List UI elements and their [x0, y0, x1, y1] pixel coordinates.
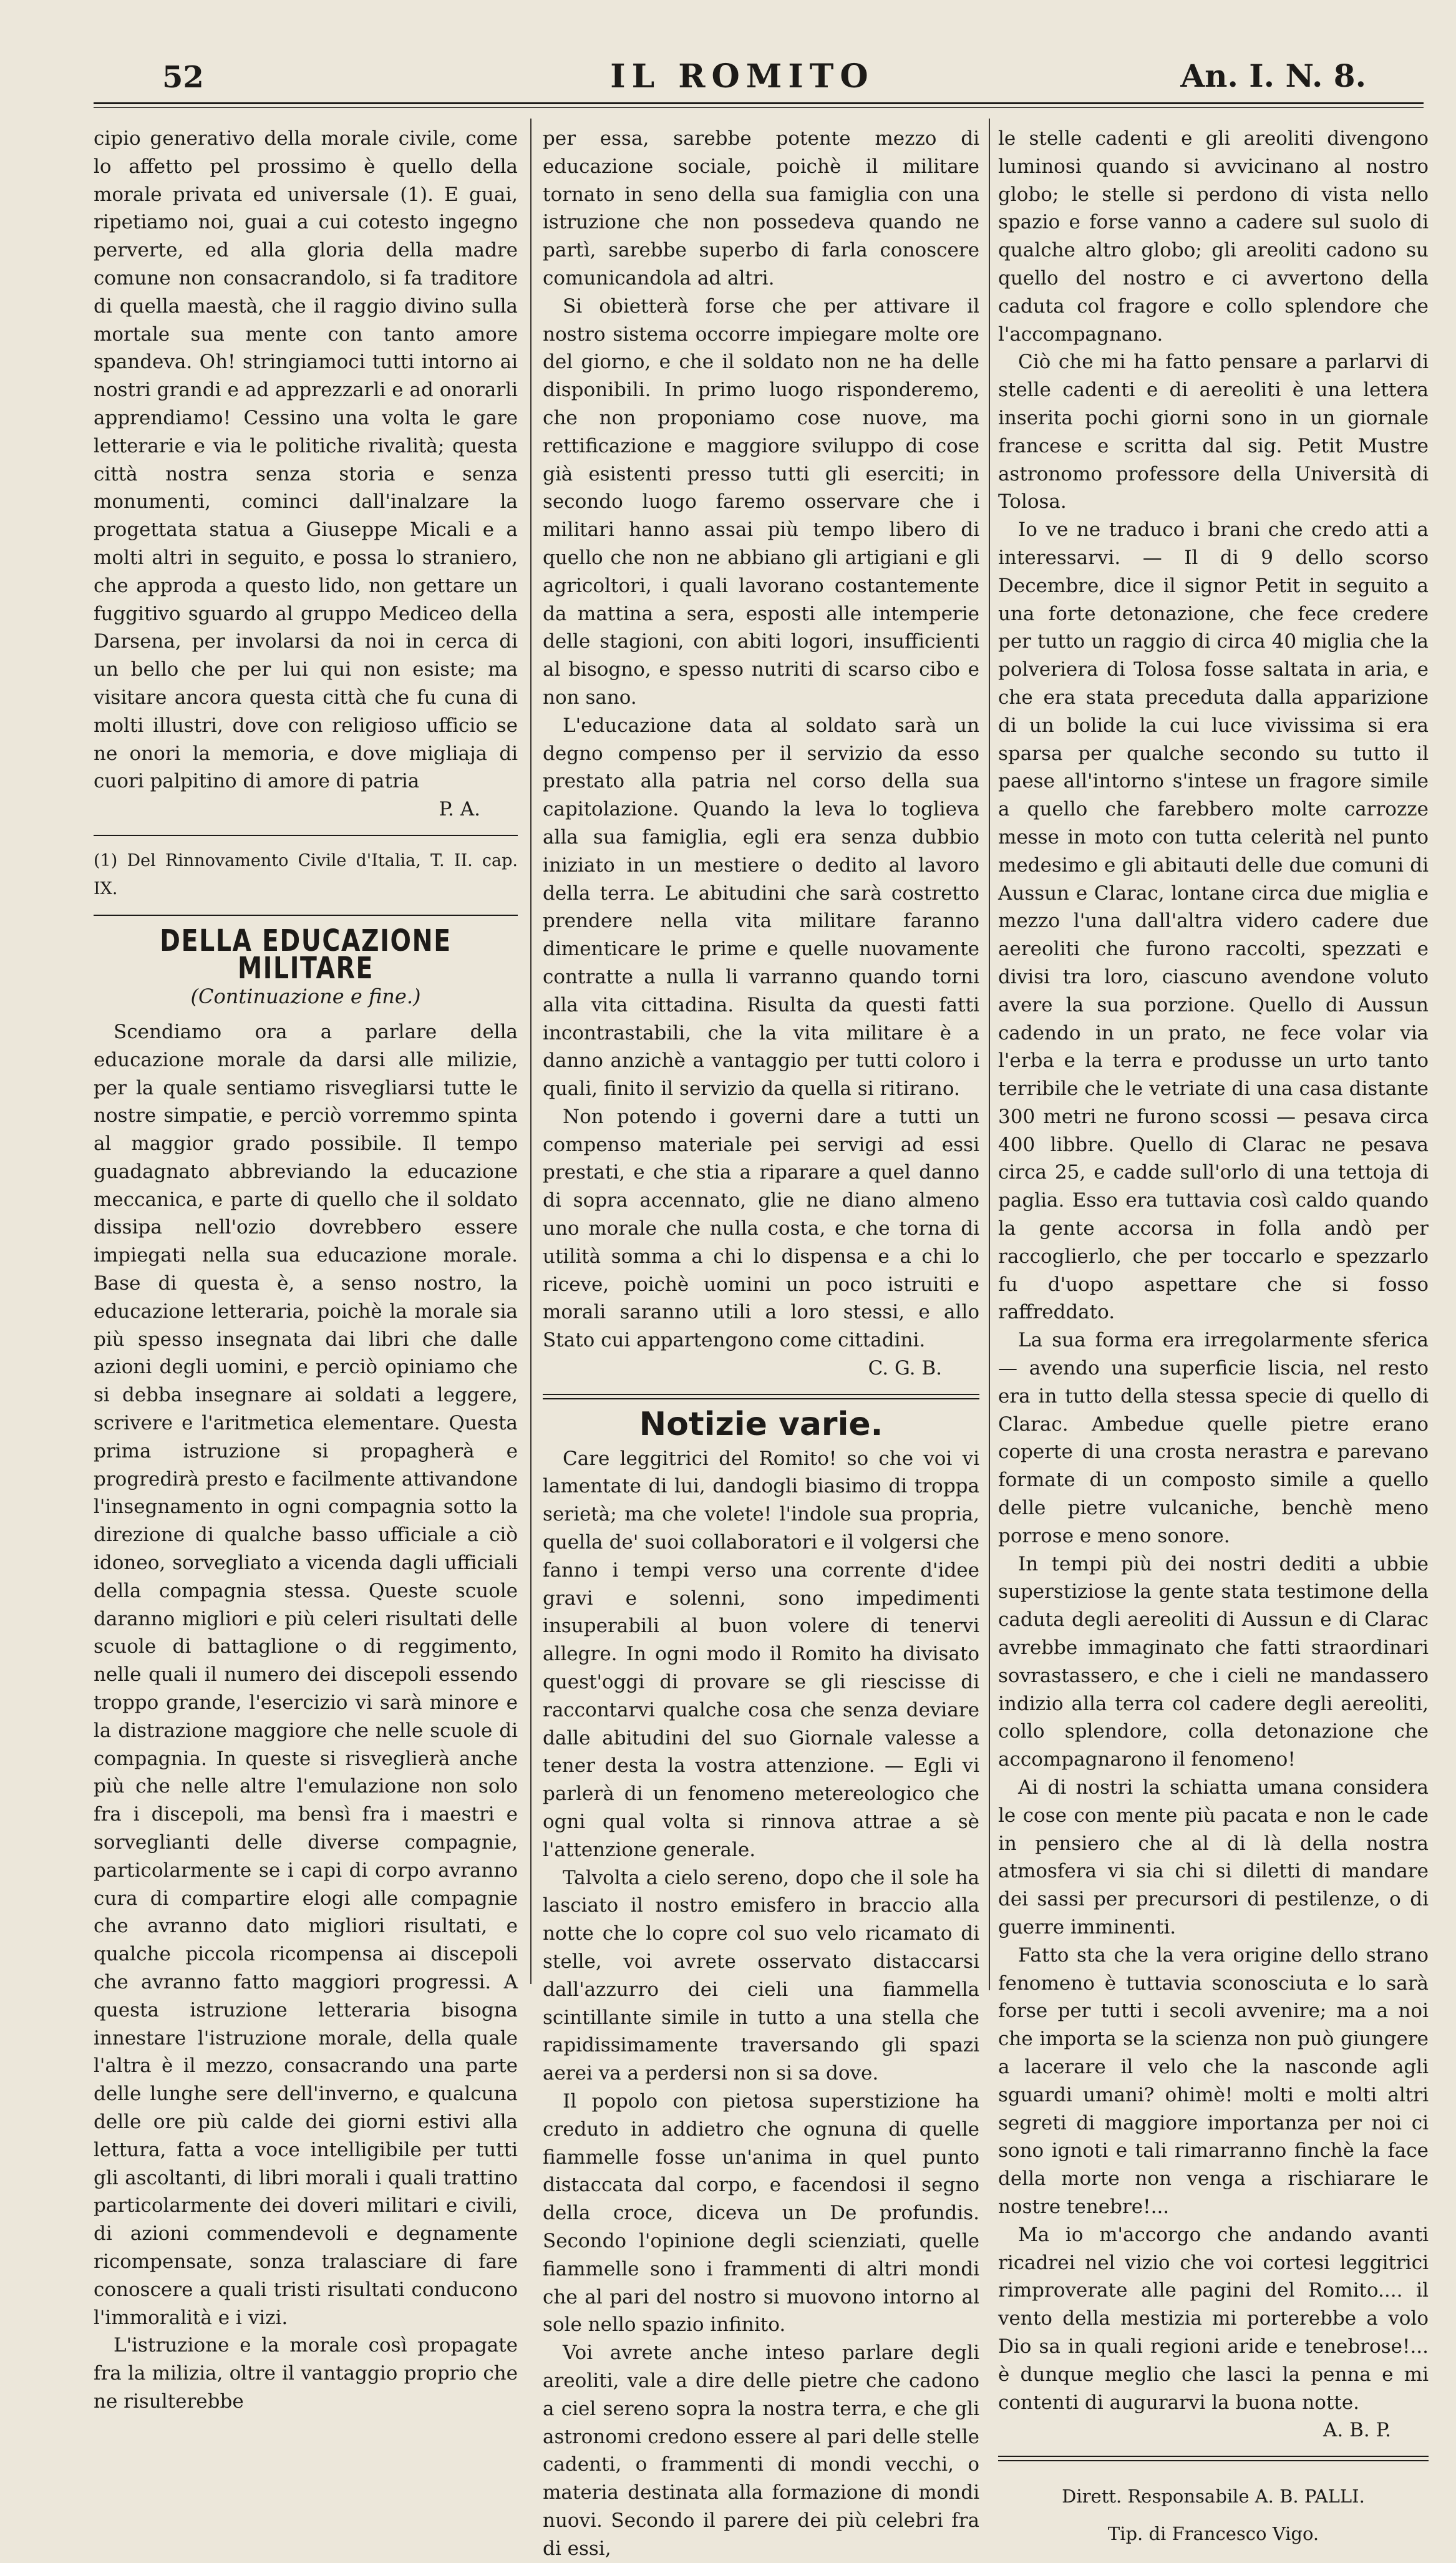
paragraph: cipio generativo della morale civile, come lo affetto pel prossimo è quello della morale privata ed universale (1). E guai, ripetiamo noi, guai a cui cotesto ingegno perverte, ed alla gloria della madre comune non consacrandolo, si fa traditore di quella maestà, che il raggio divino sulla mortale sua mente con tanto amore spandeva. Oh! stringiamoci tutti intorno ai nostri grandi e ad apprezzarli e ad onorarli apprendiamo! Cessino una volta le gare letterarie e via le politiche rivalità; questa città nostra senza storia e senza monumenti, cominci dall'inalzare la progettata statua a Giuseppe Micali e a molti altri in seguito, e possa lo straniero, che approda a questo lido, non gettare un fuggitivo sguardo al gruppo Mediceo della Darsena, per involarsi da noi in cerca di un bello che per lui qui non esiste; ma visitare ancora questa città che fu cuna di molti illustri, dove con religioso ufficio se ne onori la memoria, e dove migliaja di cuori palpitino di amore di patria	[94, 127, 518, 793]
divider	[94, 915, 518, 916]
page-number: 52	[162, 60, 204, 95]
article-subtitle: (Continuazione e fine.)	[190, 985, 421, 1009]
responsible-director: Dirett. Responsabile A. B. PALLI.	[1062, 2486, 1365, 2507]
column-divider-2	[989, 119, 990, 1990]
column-2	[543, 125, 979, 2563]
issue-number: An. I. N. 8.	[1180, 57, 1366, 94]
paragraph: In tempi più dei nostri dediti a ubbie superstiziose la gente stata testimone della caduta degli aereoliti di Aussun e di Clarac avrebbe immaginato che fatti straordinari sovrastassero, e che i cieli ne mandassero indizio alla terra col cadere degli aereoliti, collo splendore, colla detonazione che accompagnarono il fenomeno!	[998, 1552, 1429, 1771]
paragraph: Ma io m'accorgo che andando avanti ricadrei nel vizio che voi cortesi leggitrici rimproverate alle pagini del Romito.... il vento della mestizia mi porterebbe a volo Dio sa in quali regioni aride e tenebrose!... è dunque meglio che lasci la penna e mi contenti di augurarvi la buona notte.	[998, 2223, 1429, 2414]
masthead-title: IL ROMITO	[610, 57, 875, 95]
paragraph: Voi avrete anche inteso parlare degli areoliti, vale a dire delle pietre che cadono a ciel sereno sopra la nostra terra, e che gli astronomi credono essere al pari delle stelle cadenti, o frammenti di mondi vecchi, o materia destinata alla formazione di mondi nuovi. Secondo il parere dei più celebri fra di essi,	[543, 2342, 979, 2560]
paragraph: per essa, sarebbe potente mezzo di educazione sociale, poichè il militare tornato in seno della sua famiglia con una istruzione che non possedeva quando ne partì, sarebbe superbo di farla conoscere comunicandola ad altri.	[543, 127, 979, 289]
column-divider-1	[530, 119, 531, 1984]
paragraph: Care leggitrici del Romito! so che voi vi lamentate di lui, dandogli biasimo di troppa serietà; ma che volete! l'indole sua propria, quella de' suoi collaboratori e il volgersi che fanno i tempi verso una corrente d'idee gravi e solenni, sono impedimenti insuperabili al buon volere di tenervi allegre. In ogni modo il Romito ha divisato quest'oggi di provare se gli riescisse di raccontarvi qualche cosa che senza deviare dalle abitudini del suo Giornale valesse a tener desta la vostra attenzione. — Egli vi parlerà di un fenomeno metereologico che ogni qual volta si rinnova attrae a sè l'attenzione generale.	[543, 1447, 979, 1861]
column-3	[998, 125, 1429, 2552]
printer: Tip. di Francesco Vigo.	[1107, 2523, 1319, 2545]
paragraph: Ai di nostri la schiatta umana considera le cose con mente più pacata e non le cade in pensiero che al di là della nostra atmosfera vi sia chi si diletti di mandare dei sassi per precursori di pestilenze, o di guerre imminenti.	[998, 1776, 1429, 1938]
divider	[94, 835, 518, 836]
article-title: DELLA EDUCAZIONE MILITARE	[160, 923, 452, 986]
paragraph: La sua forma era irregolarmente sferica — avendo una superficie liscia, nel resto era in tutto della stessa specie di quello di Clarac. Ambedue quelle pietre erano coperte di una crosta nerastra e parevano formate di un composto simile a quello delle pietre vulcaniche, benchè meno porrose e meno sonore.	[998, 1329, 1429, 1547]
header-rule-thin	[94, 107, 1424, 108]
paragraph: L'istruzione e la morale così propagate fra la milizia, oltre il vantaggio proprio che ne risulterebbe	[94, 2334, 518, 2413]
paragraph: Non potendo i governi dare a tutti un compenso materiale pei servigi ad essi prestati, e che stia a riparare a quel danno di sopra accennato, glie ne diano almeno uno morale che nulla costa, e che torna di utilità somma a chi lo dispensa e a chi lo riceve, poichè uomini un poco istruiti e morali saranno utili a loro stessi, e allo Stato cui appartengono come cittadini.	[543, 1105, 979, 1352]
paragraph: Talvolta a cielo sereno, dopo che il sole ha lasciato il nostro emisfero in braccio alla notte che lo copre col suo velo ricamato di stelle, voi avrete osservato distaccarsi dall'azzurro dei cieli una fiammella scintillante simile in tutto a una stella che rapidissimamente traversando gli spazi aerei va a perdersi non si sa dove.	[543, 1866, 979, 2085]
paragraph: le stelle cadenti e gli areoliti divengono luminosi quando si avvicinano al nostro globo; le stelle si perdono di vista nello spazio e forse vanno a cadere sul suolo di qualche altro globo; gli areoliti cadono su quello del nostro e ci avvertono della caduta col fragore e collo splendore che l'accompagnano.	[998, 127, 1429, 346]
header-rule	[94, 102, 1424, 104]
paragraph: Si obietterà forse che per attivare il nostro sistema occorre impiegare molte ore del giorno, e che il soldato non ne ha delle disponibili. In primo luogo risponderemo, che non proponiamo cose nuove, ma rettificazione e maggiore sviluppo di cose già esistenti presso tutti gli eserciti; in secondo luogo faremo osservare che i militari hanno assai più tempo libero di quello che non ne abbiano gli artigiani e gli agricoltori, i quali lavorano costantemente da mattina a sera, esposti alle intemperie delle stagioni, con abiti logori, insufficienti al bisogno, e spesso nutriti di scarso cibo e non sano.	[543, 294, 979, 709]
paragraph: L'educazione data al soldato sarà un degno compenso per il servizio da esso prestato alla patria nel corso della sua capitolazione. Quando la leva lo toglieva alla sua famiglia, egli era senza dubbio iniziato in un mestiere o dedito al lavoro della terra. Le abitudini che sarà costretto prendere nella vita militare faranno dimenticare le prime e quelle nuovamente contratte a nulla li varranno quando torni alla vita cittadina. Risulta da questi fatti incontrastabili, che la vita militare è a danno anzichè a vantaggio per tutti coloro i quali, finito il servizio da quella si ritirano.	[543, 714, 979, 1101]
section-title: Notizie varie.	[639, 1405, 883, 1443]
column-1	[94, 125, 518, 2416]
imprint-divider	[998, 2456, 1429, 2461]
paragraph: Scendiamo ora a parlare della educazione morale da darsi alle milizie, per la quale sentiamo risvegliarsi tutte le nostre simpatie, e perciò vorremmo spinta al maggior grado possibile. Il tempo guadagnato abbreviando la educazione meccanica, e parte di quello che il soldato dissipa nell'ozio dovrebbero essere impiegati nella sua educazione morale. Base di questa è, a senso nostro, la educazione letteraria, poichè la morale sia più spesso insegnata dai libri che dalle azioni degli uomini, e perciò opiniamo che si debba insegnare ai soldati a leggere, scrivere e l'aritmetica elementare. Questa prima istruzione si propagherà e progredirà presto e facilmente attivandone l'insegnamento in ogni compagnia sotto la direzione di qualche basso ufficiale a ciò idoneo, sorvegliato a vicenda dagli ufficiali della compagnia stessa. Queste scuole daranno migliori e più celeri risultati delle scuole di battaglione o di reggimento, nelle quali il numero dei discepoli essendo troppo grande, l'esercizio vi sarà minore e la distrazione maggiore che nelle scuole di compagnia. In queste si risveglierà anche più che nelle altre l'emulazione non solo fra i discepoli, ma bensì fra i maestri e sorveglianti delle diverse compagnie, particolarmente se i capi di corpo avranno cura di compartire elogi alle compagnie che avranno dato migliori risultati, e qualche piccola ricompensa ai discepoli che avranno fatto maggiori progressi. A questa istruzione letteraria bisogna innestare l'istruzione morale, della quale l'altra è il mezzo, consacrando una parte delle lunghe sere dell'inverno, e qualcuna delle ore più calde dei giorni estivi alla lettura, fatta a voce intelligibile per tutti gli ascoltanti, di libri morali i quali trattino particolarmente dei doveri militari e civili, di azioni commendevoli e degnamente ricompensate, sonza tralasciare di fare conoscere a quali tristi risultati conducono l'immoralità e i vizi.	[94, 1020, 518, 2329]
paragraph: Ciò che mi ha fatto pensare a parlarvi di stelle cadenti e di aereoliti è una lettera inserita pochi giorni sono in un giornale francese e scritta dal sig. Petit Mustre astronomo professore della Università di Tolosa.	[998, 351, 1429, 513]
imprint	[998, 2478, 1429, 2552]
paragraph: Il popolo con pietosa superstizione ha creduto in addietro che ognuna di quelle fiammelle fosse un'anima in quel punto distaccata dal corpo, e facendosi il segno della croce, diceva un De profundis. Secondo l'opinione degli scienziati, quelle fiammelle sono i frammenti di altri mondi che al pari del nostro si muovono intorno al sole nello spazio infinito.	[543, 2089, 979, 2337]
paragraph: Io ve ne traduco i brani che credo atti a interessarvi. — Il di 9 dello scorso Decembre, dice il signor Petit in seguito a una forte detonazione, che fece credere per tutto un raggio di circa 40 miglia che la polveriera di Tolosa fosse saltata in aria, e che era stata preceduta dalla apparizione di un bolide la cui luce vivissima si era sparsa per qualche secondo su tutto il paese all'intorno s'intese un fragore simile a quello che farebbero molte carrozze messe in moto con tutta celerità nel punto medesimo e gli abitauti delle due comuni di Aussun e Clarac, lontane circa due miglia e mezzo l'una dall'altra videro cadere due aereoliti che furono raccolti, spezzati e divisi tra loro, ciascuno avendone voluto avere la sua porzione. Quello di Aussun cadendo in un prato, ne fece volar via l'erba e la terra e produsse un urto tanto terribile che le vetriate di una casa distante 300 metri ne furono scossi — pesava circa 400 libbre. Quello di Clarac ne pesava circa 25, e cadde sull'orlo di una tettoja di paglia. Esso era tuttavia così caldo quando la gente accorsa in folla andò per raccoglierlo, che per toccarlo e spezzarlo fu d'uopo aspettare che si fosso raffreddato.	[998, 518, 1429, 1324]
author-signature: P. A.	[439, 798, 480, 821]
paragraph: Fatto sta che la vera origine dello strano fenomeno è tuttavia sconosciuta e lo sarà forse per tutti i secoli avvenire; ma a noi che importa se la scienza non può giungere a lacerare il velo che la nasconde agli sguardi umani? ohimè! molti e molti altri segreti di maggiore importanza per noi ci sono ignoti e tali rimarranno finchè la face della morte non venga a rischiarare le nostre tenebre!...	[998, 1943, 1429, 2218]
author-signature: C. G. B.	[868, 1357, 942, 1380]
page-header	[94, 49, 1391, 105]
footnote: (1) Del Rinnovamento Civile d'Italia, T. II. cap. IX.	[94, 850, 518, 898]
section-divider	[543, 1394, 979, 1399]
author-signature: A. B. P.	[1323, 2419, 1391, 2442]
